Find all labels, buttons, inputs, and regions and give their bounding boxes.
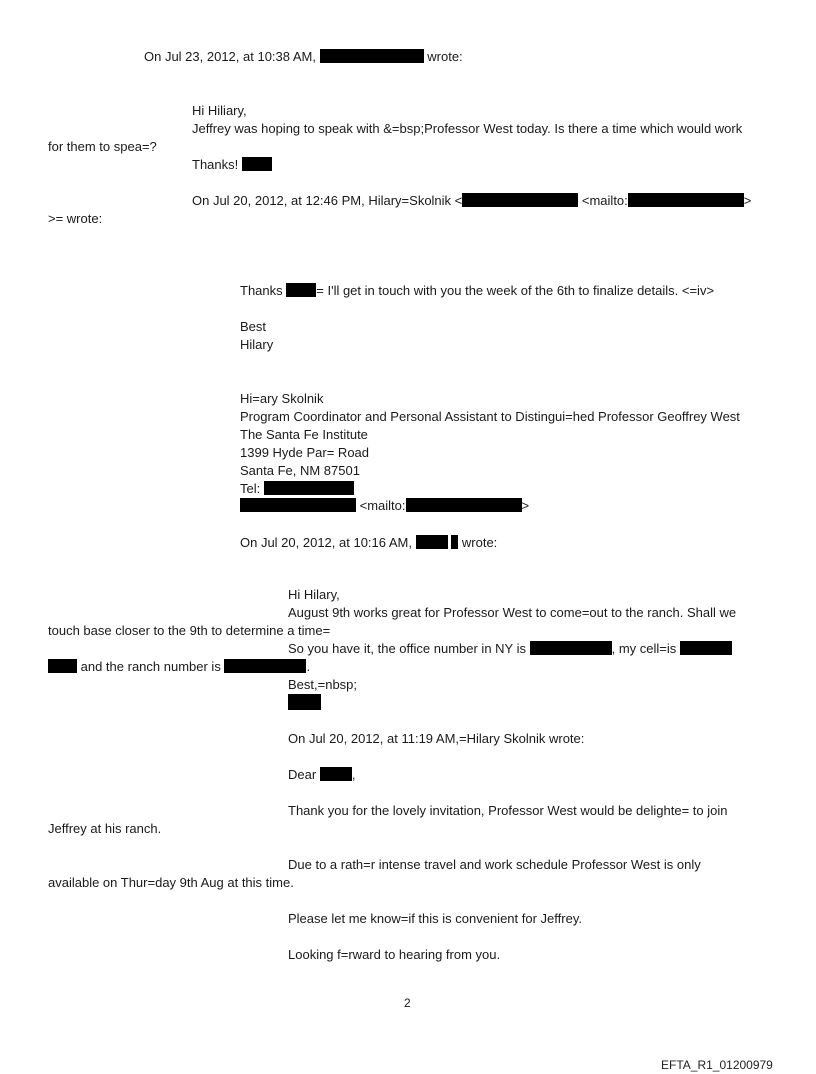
msg3-line3 <box>288 640 732 658</box>
msg3-line4-end: . <box>306 659 311 674</box>
msg4-p2a: Due to a rath=r intense travel and work schedule Professor West is only <box>288 857 701 872</box>
msg4-dear-line <box>288 766 355 784</box>
msg3-line3b-text: , my cell=is <box>611 641 677 656</box>
msg3-line4-text: and the ranch number is <box>80 659 221 674</box>
redaction <box>451 535 458 549</box>
redaction <box>628 193 744 207</box>
redaction <box>320 49 424 63</box>
sig-name: Hi=ary Skolnik <box>240 391 324 406</box>
sig-city: Santa Fe, NM 87501 <box>240 463 360 478</box>
sig-mailto-line <box>240 497 529 515</box>
msg4-dear: Dear <box>288 767 317 782</box>
redaction <box>240 498 356 512</box>
page-number: 2 <box>404 996 411 1010</box>
sig-mailto: <mailto: <box>359 498 406 513</box>
msg3-greeting: Hi Hilary, <box>288 587 340 602</box>
quote1-line2: >= wrote: <box>48 211 103 226</box>
msg3-line2: touch base closer to the 9th to determine a time= <box>48 623 331 638</box>
msg2-name: Hilary <box>240 337 274 352</box>
msg3-line4 <box>48 658 310 676</box>
header-suffix: wrote: <box>427 49 463 64</box>
redaction <box>224 659 306 673</box>
msg4-p4: Looking f=rward to hearing from you. <box>288 947 501 962</box>
quote3-line: On Jul 20, 2012, at 11:19 AM,=Hilary Skolnik wrote: <box>288 731 585 746</box>
quote2-line <box>240 534 497 552</box>
msg4-p2b: available on Thur=day 9th Aug at this time. <box>48 875 294 890</box>
msg1-line2: for them to spea=? <box>48 139 157 154</box>
bates-number: EFTA_R1_01200979 <box>661 1058 773 1072</box>
sig-tel: Tel: <box>240 481 261 496</box>
msg2-thanks-prefix: Thanks <box>240 283 283 298</box>
redaction <box>286 283 316 297</box>
msg1-line1: Jeffrey was hoping to speak with &=bsp;Professor West today. Is there a time which would work <box>192 121 743 136</box>
quote2-suffix: wrote: <box>461 535 498 550</box>
redaction <box>288 694 321 710</box>
msg4-p1b: Jeffrey at his ranch. <box>48 821 162 836</box>
header-line <box>144 48 463 66</box>
redaction <box>242 157 272 171</box>
msg1-thanks-line <box>192 156 272 174</box>
msg2-best: Best <box>240 319 267 334</box>
sig-close: > <box>521 498 530 513</box>
sig-street: 1399 Hyde Par= Road <box>240 445 370 460</box>
sig-title: Program Coordinator and Personal Assistant to Distingui=hed Professor Geoffrey West <box>240 409 740 424</box>
msg3-best: Best,=nbsp; <box>288 677 358 692</box>
quote1-line1 <box>192 192 751 210</box>
sig-org: The Santa Fe Institute <box>240 427 368 442</box>
msg3-line1: August 9th works great for Professor West to come=out to the ranch. Shall we <box>288 605 737 620</box>
redaction <box>462 193 578 207</box>
sig-tel-line <box>240 480 354 498</box>
quote2-prefix: On Jul 20, 2012, at 10:16 AM, <box>240 535 413 550</box>
redaction <box>680 641 732 655</box>
msg3-line3-text: So you have it, the office number in NY is <box>288 641 526 656</box>
msg1-greeting: Hi Hiliary, <box>192 103 247 118</box>
msg1-thanks: Thanks! <box>192 157 239 172</box>
redaction <box>264 481 354 495</box>
header-prefix: On Jul 23, 2012, at 10:38 AM, <box>144 49 317 64</box>
quote1-mailto: <mailto: <box>581 193 628 208</box>
redaction <box>48 659 77 673</box>
redaction <box>320 767 352 781</box>
redaction <box>416 535 448 549</box>
msg4-dear-end: , <box>351 767 356 782</box>
quote1-prefix: On Jul 20, 2012, at 12:46 PM, Hilary=Skolnik < <box>192 193 463 208</box>
msg2-thanks-suffix: = I'll get in touch with you the week of the 6th to finalize details. <=iv> <box>316 283 715 298</box>
msg4-p3: Please let me know=if this is convenient for Jeffrey. <box>288 911 582 926</box>
msg4-p1a: Thank you for the lovely invitation, Professor West would be delighte= to join <box>288 803 728 818</box>
msg2-thanks-line <box>240 282 714 300</box>
quote1-close: > <box>743 193 752 208</box>
redaction <box>530 641 612 655</box>
redaction <box>406 498 522 512</box>
msg3-signoff <box>288 694 321 713</box>
